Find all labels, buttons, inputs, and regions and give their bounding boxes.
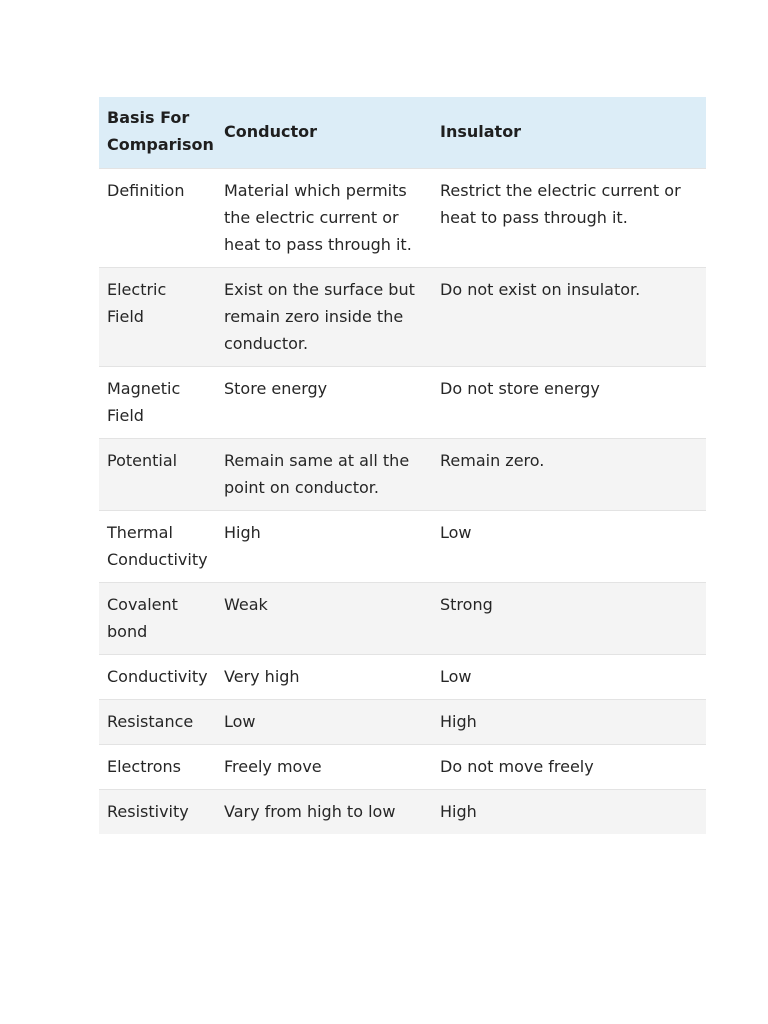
- cell-insulator: Low: [432, 655, 706, 700]
- cell-insulator: Do not exist on insulator.: [432, 268, 706, 367]
- cell-conductor: Material which permits the electric current or heat to pass through it.: [216, 169, 432, 268]
- cell-conductor: High: [216, 511, 432, 583]
- cell-basis: Magnetic Field: [99, 367, 216, 439]
- cell-basis: Covalent bond: [99, 583, 216, 655]
- cell-conductor: Low: [216, 700, 432, 745]
- table-row: [99, 790, 706, 835]
- cell-conductor: Store energy: [216, 367, 432, 439]
- cell-conductor: Very high: [216, 655, 432, 700]
- table-row: [99, 583, 706, 655]
- cell-conductor: Remain same at all the point on conductor.: [216, 439, 432, 511]
- cell-insulator: Strong: [432, 583, 706, 655]
- table-row: [99, 700, 706, 745]
- table-row: [99, 367, 706, 439]
- table-row: [99, 268, 706, 367]
- cell-insulator: Do not store energy: [432, 367, 706, 439]
- cell-insulator: Remain zero.: [432, 439, 706, 511]
- cell-basis: Thermal Conductivity: [99, 511, 216, 583]
- table-row: [99, 655, 706, 700]
- table-row: [99, 511, 706, 583]
- cell-conductor: Weak: [216, 583, 432, 655]
- cell-basis: Conductivity: [99, 655, 216, 700]
- cell-basis: Electrons: [99, 745, 216, 790]
- cell-insulator: Low: [432, 511, 706, 583]
- cell-conductor: Vary from high to low: [216, 790, 432, 835]
- cell-basis: Electric Field: [99, 268, 216, 367]
- cell-conductor: Freely move: [216, 745, 432, 790]
- cell-insulator: Restrict the electric current or heat to pass through it.: [432, 169, 706, 268]
- cell-insulator: Do not move freely: [432, 745, 706, 790]
- header-insulator: Insulator: [432, 97, 706, 169]
- table-row: [99, 745, 706, 790]
- table-header-row: [99, 97, 706, 169]
- cell-insulator: High: [432, 700, 706, 745]
- cell-conductor: Exist on the surface but remain zero inside the conductor.: [216, 268, 432, 367]
- cell-basis: Definition: [99, 169, 216, 268]
- cell-basis: Resistance: [99, 700, 216, 745]
- cell-basis: Resistivity: [99, 790, 216, 835]
- comparison-table: [99, 97, 706, 834]
- table-row: [99, 439, 706, 511]
- header-conductor: Conductor: [216, 97, 432, 169]
- header-basis: Basis For Comparison: [99, 97, 216, 169]
- cell-insulator: High: [432, 790, 706, 835]
- cell-basis: Potential: [99, 439, 216, 511]
- table-row: [99, 169, 706, 268]
